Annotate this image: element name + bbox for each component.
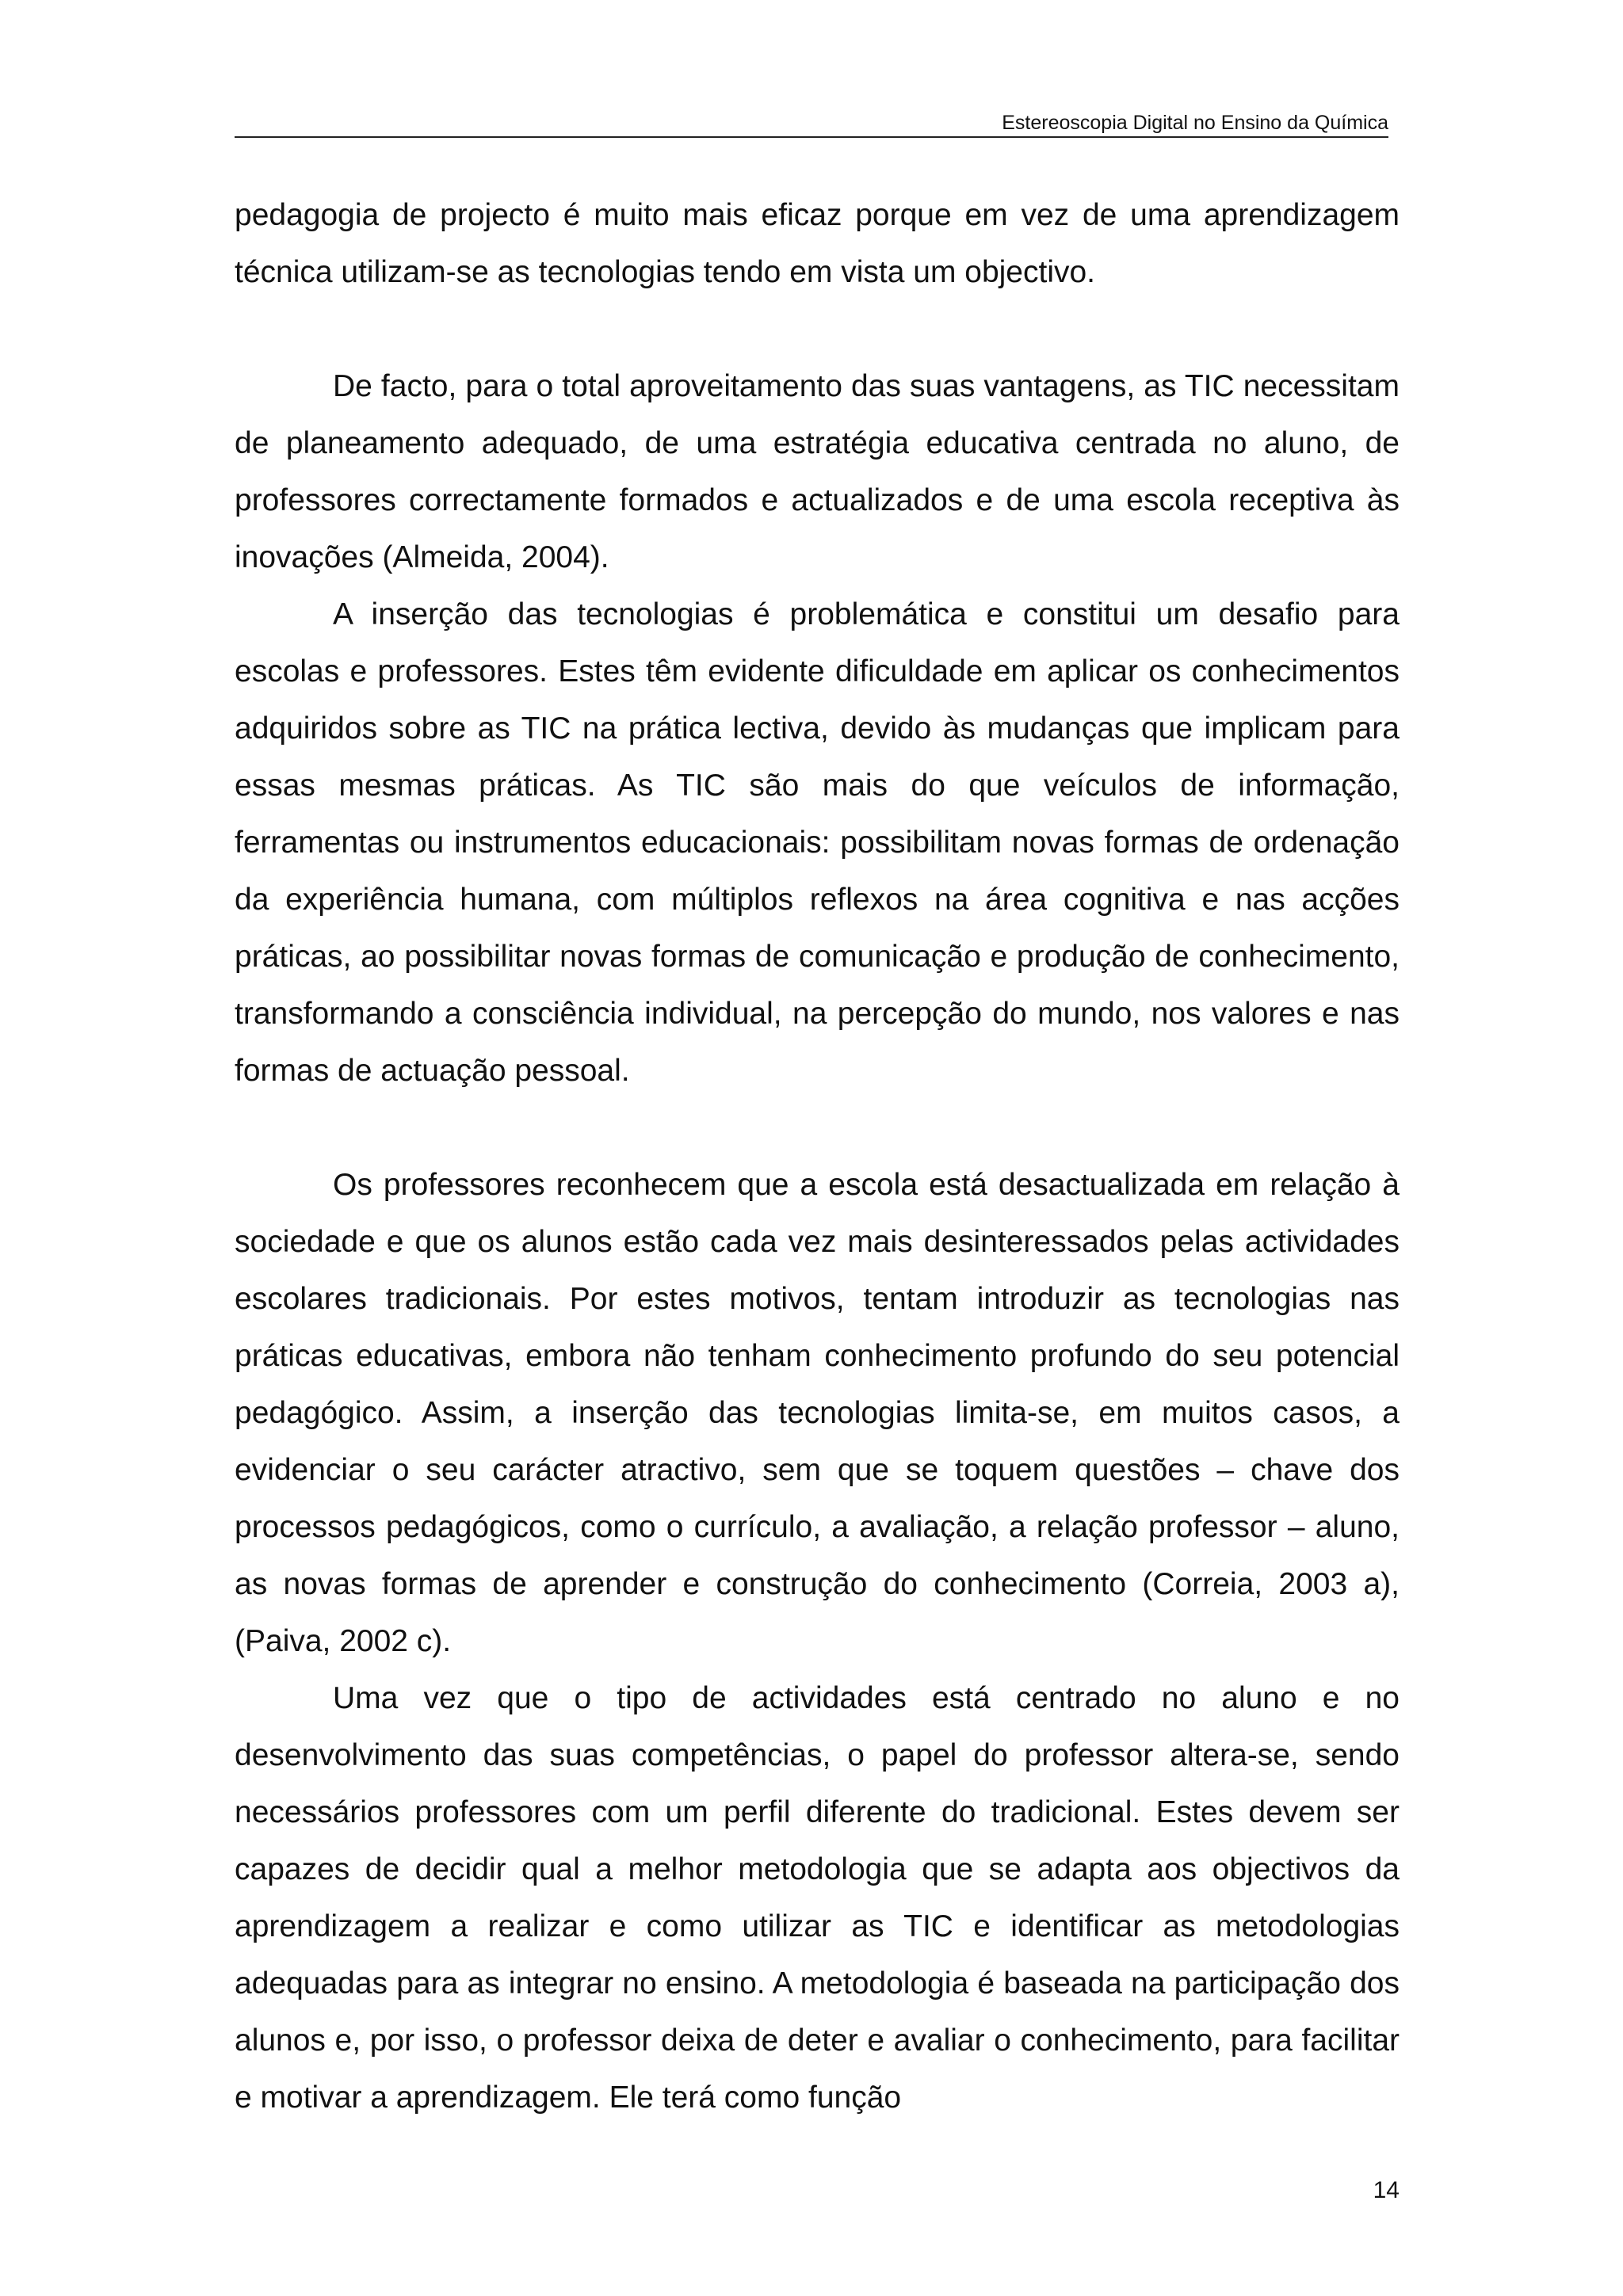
running-header (235, 100, 1388, 138)
paragraph-technology-insertion: A inserção das tecnologias é problemática e constitui um desafio para escolas e professores. Estes têm evidente dificuldade em aplicar os conhecimentos adquiridos sobre as TIC na prática lectiva, devido às mudanças que implicam para essas mesmas práticas. As TIC são mais do que veículos de informação, ferramentas ou instrumentos educacionais: possibilitam novas formas de ordenação da experiência humana, com múltiplos reflexos na área cognitiva e nas acções práticas, ao possibilitar novas formas de comunicação e produção de conhecimento, transformando a consciência individual, na percepção do mundo, nos valores e nas formas de actuação pessoal. (235, 597, 1400, 1088)
page-number: 14 (1373, 2177, 1400, 2203)
paragraph-tic-planning: De facto, para o total aproveitamento das suas vantagens, as TIC necessitam de planeamento adequado, de uma estratégia educativa centrada no aluno, de professores correctamente formados e actualizados e de uma escola receptiva às inovações (Almeida, 2004). (235, 369, 1400, 574)
header-title: Estereoscopia Digital no Ensino da Química (999, 112, 1388, 135)
header-rule (235, 136, 1388, 138)
paragraph-teachers-recognize: Os professores reconhecem que a escola está desactualizada em relação à sociedade e que os alunos estão cada vez mais desinteressados pelas actividades escolares tradicionais. Por estes motivos, tentam introduzir as tecnologias nas práticas educativas, embora não tenham conhecimento profundo do seu potencial pedagógico. Assim, a inserção das tecnologias limita-se, em muitos casos, a evidenciar o seu carácter atractivo, sem que se toquem questões – chave dos processos pedagógicos, como o currículo, a avaliação, a relação professor – aluno, as novas formas de aprender e construção do conhecimento (Correia, 2003 a), (Paiva, 2002 c). (235, 1168, 1400, 1658)
paragraph-continuation: pedagogia de projecto é muito mais eficaz porque em vez de uma aprendizagem técnica utilizam-se as tecnologias tendo em vista um objectivo. (235, 198, 1400, 289)
paragraph-teacher-role: Uma vez que o tipo de actividades está centrado no aluno e no desenvolvimento das suas competências, o papel do professor altera-se, sendo necessários professores com um perfil diferente do tradicional. Estes devem ser capazes de decidir qual a melhor metodologia que se adapta aos objectivos da aprendizagem a realizar e como utilizar as TIC e identificar as metodologias adequadas para as integrar no ensino. A metodologia é baseada na participação dos alunos e, por isso, o professor deixa de deter e avaliar o conhecimento, para facilitar e motivar a aprendizagem. Ele terá como função (235, 1681, 1400, 2115)
page-body (235, 187, 1400, 2126)
